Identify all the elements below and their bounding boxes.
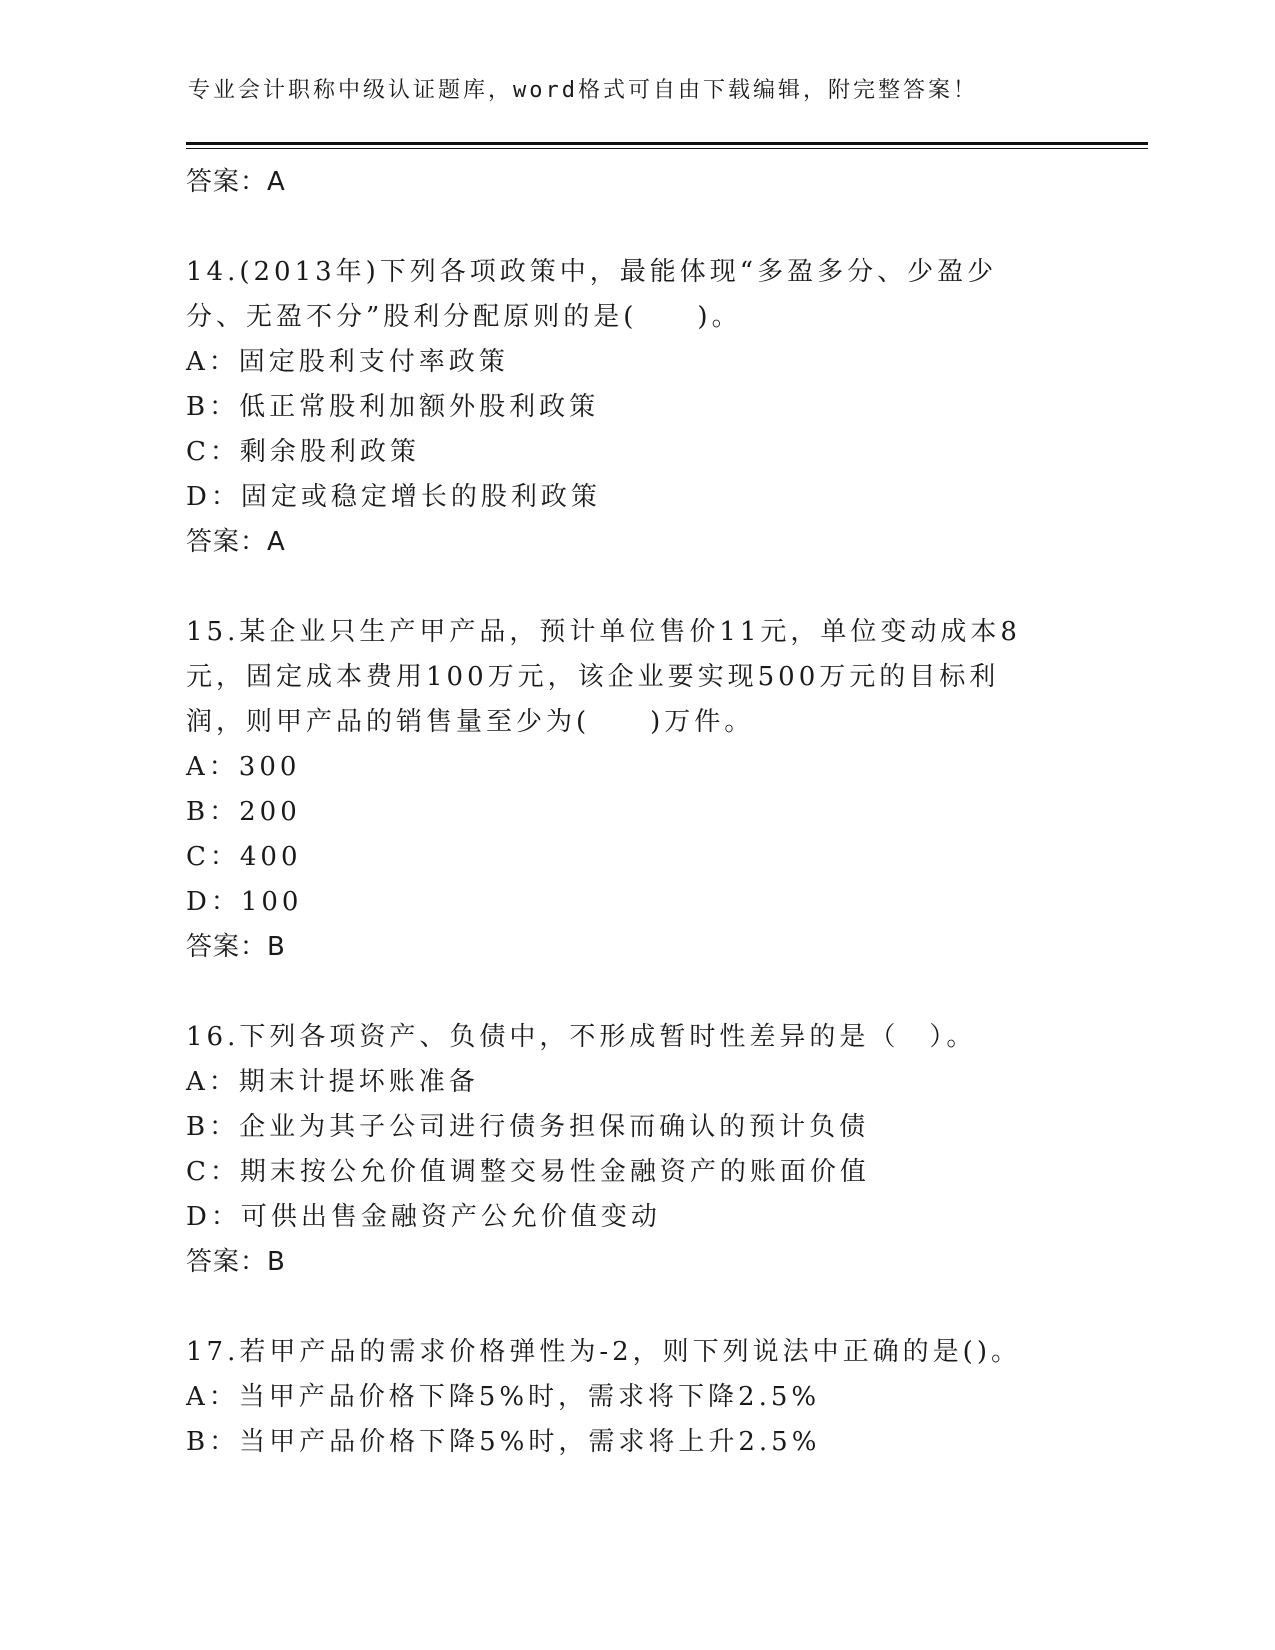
option-a: A：当甲产品价格下降5%时，需求将下降2.5% xyxy=(186,1382,821,1412)
option-a: A：期末计提坏账准备 xyxy=(186,1067,479,1097)
option-b: B：200 xyxy=(186,797,301,827)
spacer xyxy=(186,566,1086,610)
spacer xyxy=(186,1286,1086,1330)
question-block xyxy=(186,610,1086,971)
option-c: C：400 xyxy=(186,842,302,872)
spacer xyxy=(186,971,1086,1015)
option-b: B：低正常股利加额外股利政策 xyxy=(186,392,600,422)
question-text: 14.(2013年)下列各项政策中，最能体现“多盈多分、少盈少分、无盈不分”股利分配原则的是( )。 xyxy=(186,257,998,332)
question-block xyxy=(186,1330,1086,1465)
header-rule xyxy=(186,142,1148,145)
question-block xyxy=(186,1015,1086,1286)
page-header: 专业会计职称中级认证题库，word格式可自由下载编辑，附完整答案！ xyxy=(188,78,978,103)
option-d: D：100 xyxy=(186,887,303,917)
question-block xyxy=(186,250,1086,566)
option-a: A：300 xyxy=(186,752,301,782)
option-d: D：可供出售金融资产公允价值变动 xyxy=(186,1202,661,1232)
option-b: B：企业为其子公司进行债务担保而确认的预计负债 xyxy=(186,1112,870,1142)
question-text: 16.下列各项资产、负债中，不形成暂时性差异的是（ ）。 xyxy=(186,1022,977,1052)
answer-line: 答案：B xyxy=(186,932,286,962)
answer-line: 答案：A xyxy=(186,167,286,197)
spacer xyxy=(186,206,1086,250)
question-text: 17.若甲产品的需求价格弹性为-2，则下列说法中正确的是()。 xyxy=(186,1337,1021,1367)
option-a: A：固定股利支付率政策 xyxy=(186,347,509,377)
answer-line: 答案：B xyxy=(186,1247,286,1277)
answer-line: 答案：A xyxy=(186,527,286,557)
option-d: D：固定或稳定增长的股利政策 xyxy=(186,482,601,512)
option-c: C：期末按公允价值调整交易性金融资产的账面价值 xyxy=(186,1157,870,1187)
option-c: C：剩余股利政策 xyxy=(186,437,420,467)
question-text: 15.某企业只生产甲产品，预计单位售价11元，单位变动成本8元，固定成本费用100万元，该企业要实现500万元的目标利润，则甲产品的销售量至少为( )万件。 xyxy=(186,617,1021,737)
option-b: B：当甲产品价格下降5%时，需求将上升2.5% xyxy=(186,1427,821,1457)
content-area xyxy=(186,160,1086,1465)
header-rule-thin xyxy=(186,148,1148,149)
